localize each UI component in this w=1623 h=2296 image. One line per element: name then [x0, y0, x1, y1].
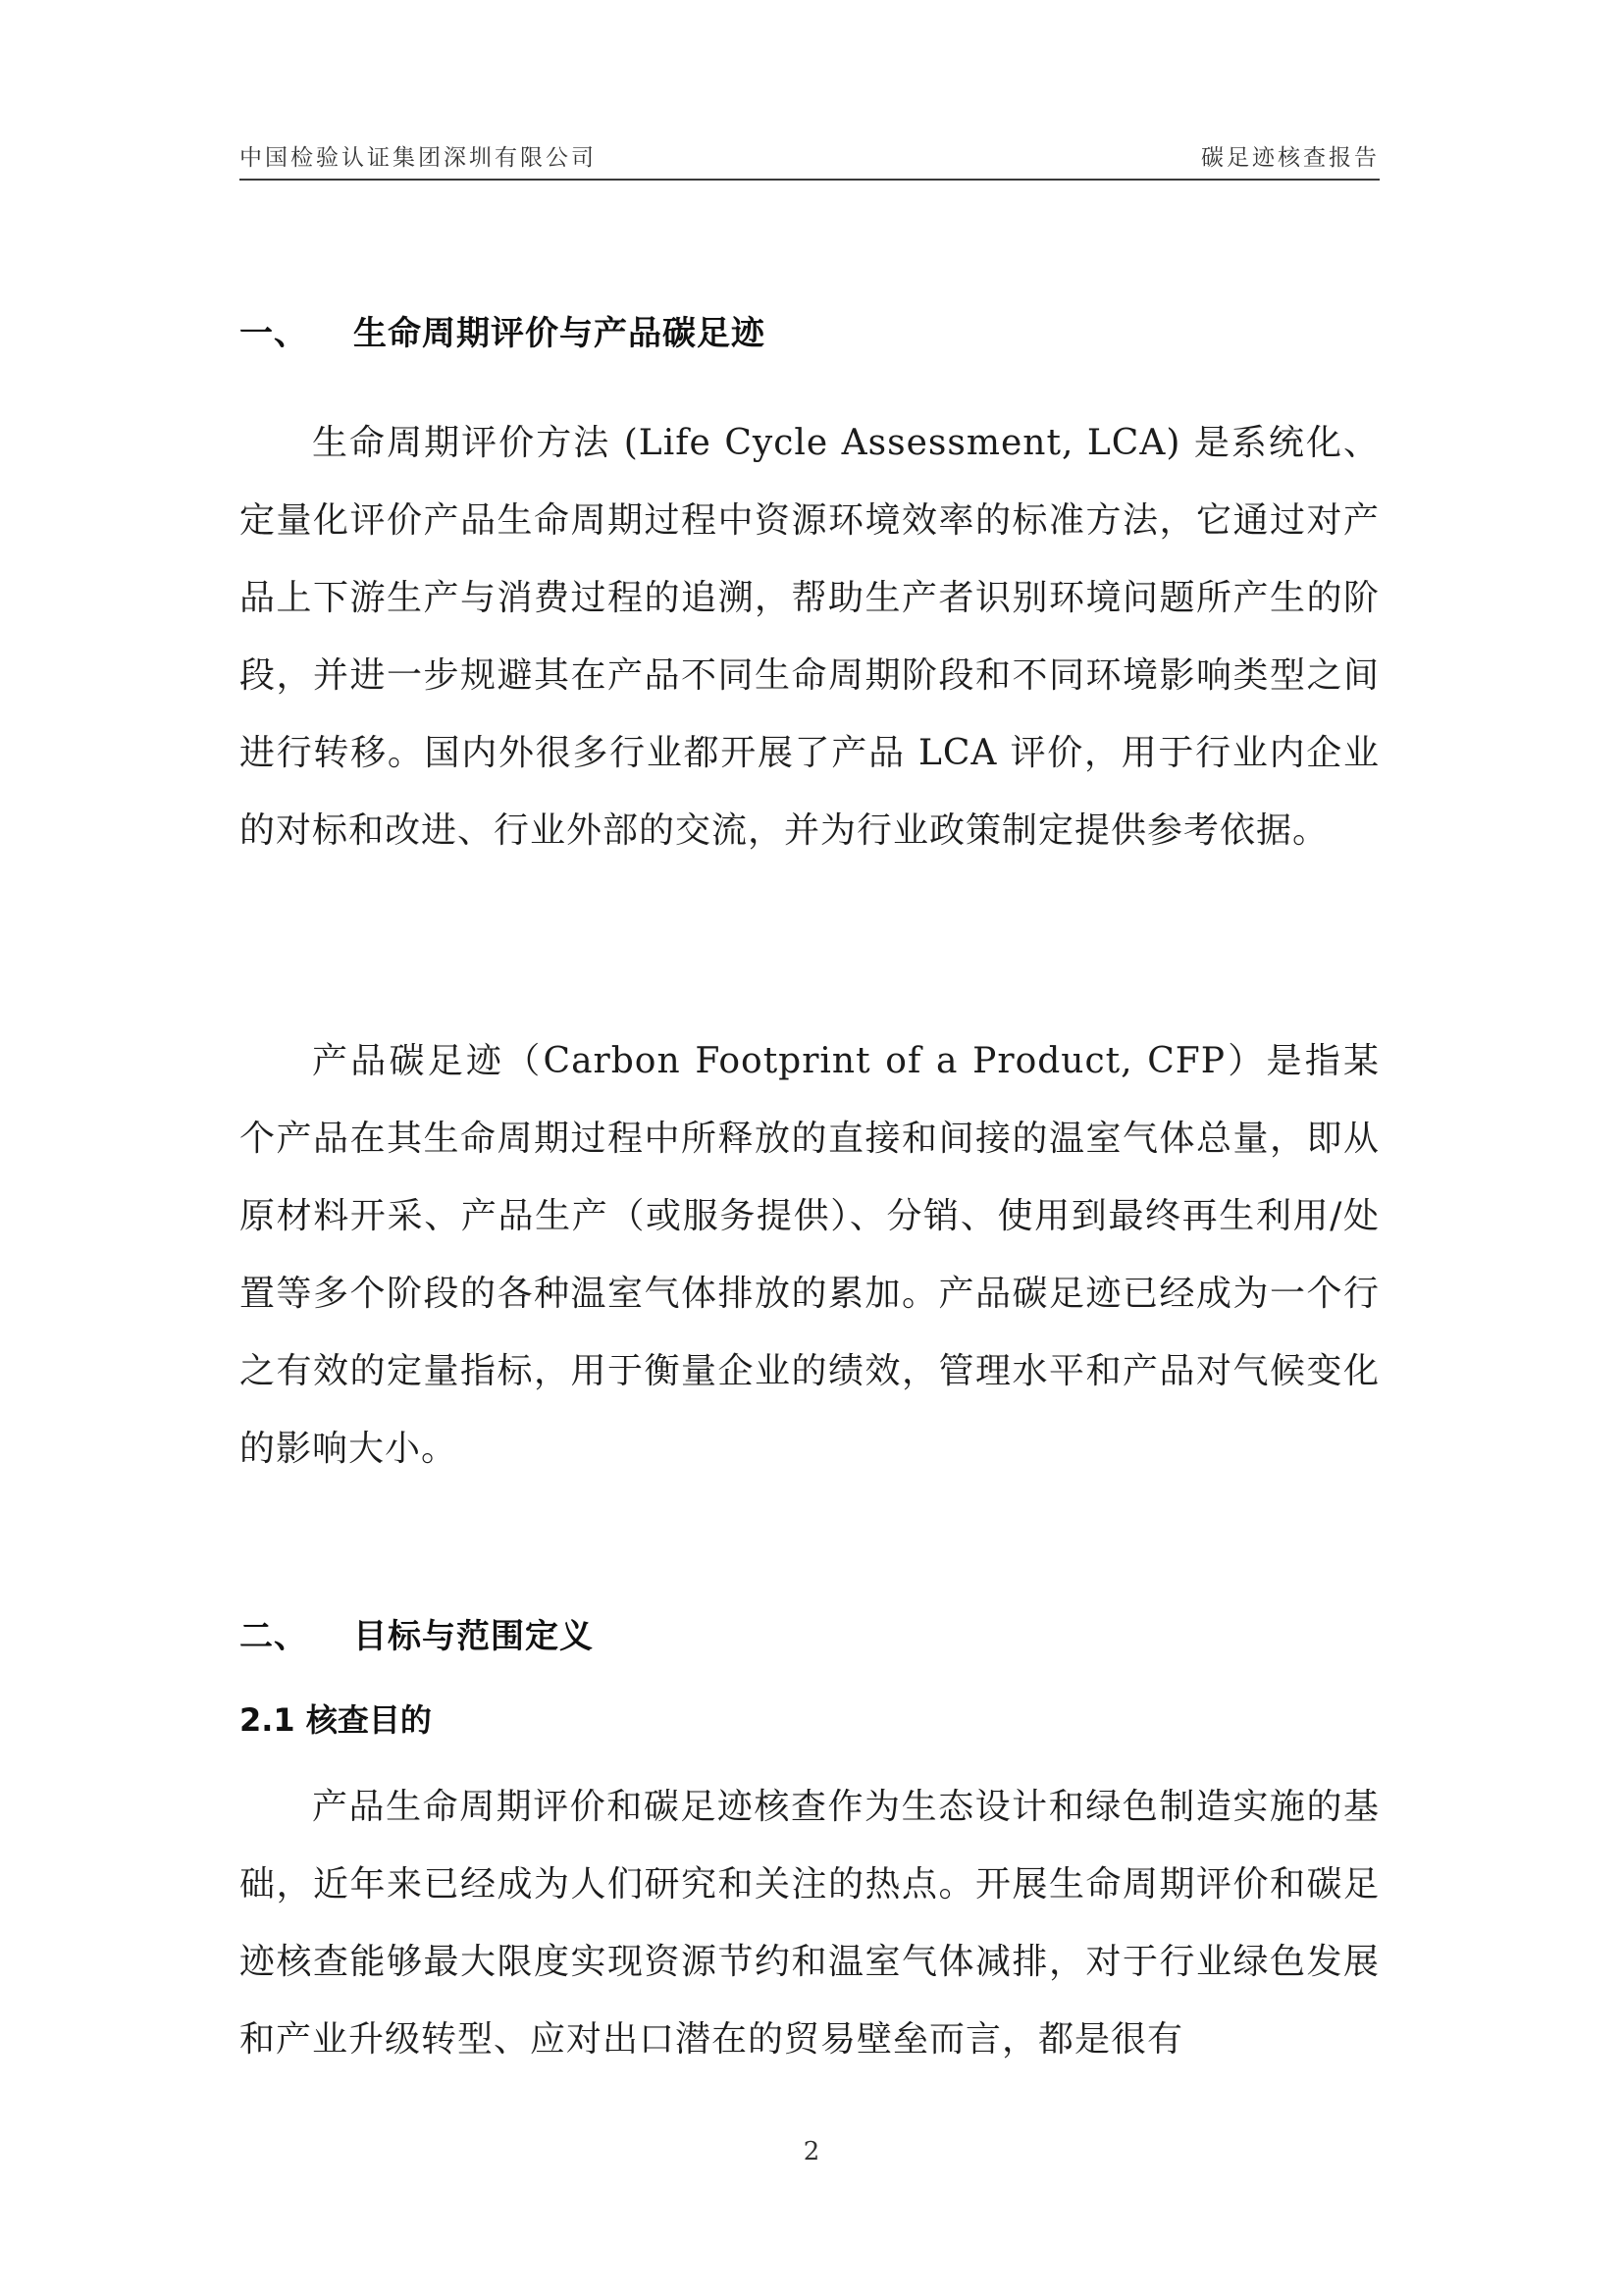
section-2-heading: [239, 1609, 594, 1657]
subsection-2-1-paragraph-1: 产品生命周期评价和碳足迹核查作为生态设计和绿色制造实施的基础，近年来已经成为人们研究和关注的热点。开展生命周期评价和碳足迹核查能够最大限度实现资源节约和温室气体减排，对于行业绿色发展和产业升级转型、应对出口潜在的贸易壁垒而言，都是很有: [239, 1787, 1380, 2060]
subsection-2-1-heading: 2.1 核查目的: [239, 1701, 432, 1739]
section-1-paragraph-2: 产品碳足迹（Carbon Footprint of a Product, CFP）是指某个产品在其生命周期过程中所释放的直接和间接的温室气体总量，即从原材料开采、产品生产（或服务提供）、分销、使用到最终再生利用/处置等多个阶段的各种温室气体排放的累加。产品碳足迹已经成为一个行之有效的定量指标，用于衡量企业的绩效，管理水平和产品对气候变化的影响大小。: [239, 1041, 1380, 1469]
section-1-title: 生命周期评价与产品碳足迹: [353, 314, 765, 353]
running-header: [239, 139, 1380, 179]
section-2-title: 目标与范围定义: [353, 1617, 594, 1656]
section-2-number: 二、: [239, 1617, 308, 1656]
header-report-title: 碳足迹核查报告: [1201, 145, 1380, 171]
page-number: 2: [803, 2137, 820, 2166]
section-1-paragraph-1: 生命周期评价方法 (Life Cycle Assessment, LCA) 是系统化、定量化评价产品生命周期过程中资源环境效率的标准方法，它通过对产品上下游生产与消费过程的追溯，帮助生产者识别环境问题所产生的阶段，并进一步规避其在产品不同生命周期阶段和不同环境影响类型之间进行转移。国内外很多行业都开展了产品 LCA 评价，用于行业内企业的对标和改进、行业外部的交流，并为行业政策制定提供参考依据。: [239, 423, 1380, 851]
section-1-heading: [239, 306, 765, 354]
header-company-name: 中国检验认证集团深圳有限公司: [239, 145, 597, 171]
header-divider: [239, 179, 1380, 181]
section-1-number: 一、: [239, 314, 308, 353]
